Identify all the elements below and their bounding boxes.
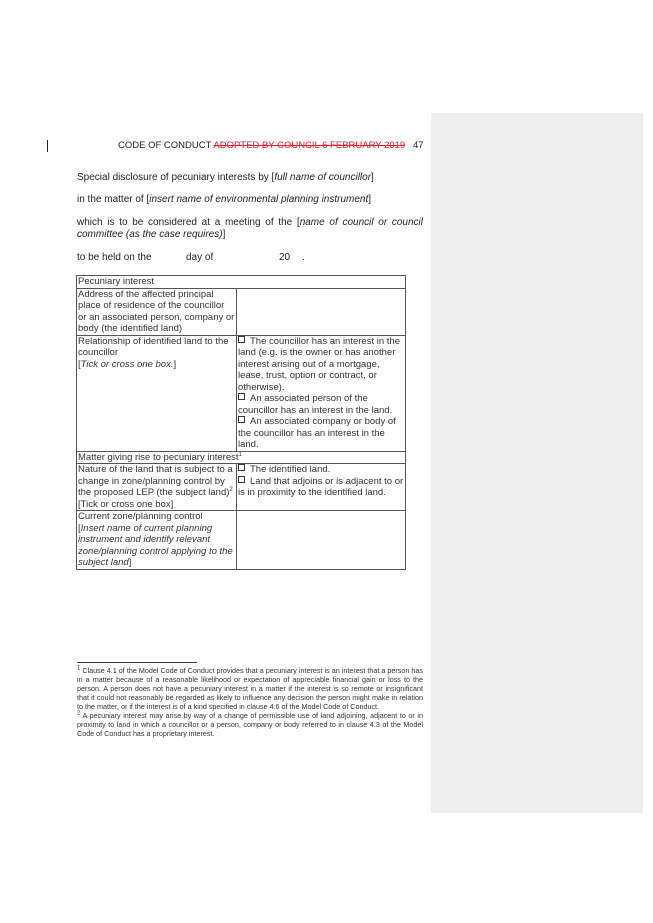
header-deleted-text: ADOPTED BY COUNCIL 6 FEBRUARY 2019	[213, 140, 406, 151]
footnote-2: $^2$ A pecuniary interest may arise by way of a change of permissible use of land adjoining, adjacent to or in proximity to land in which a councillor or a person, company or body referred to in clause 4.3 of the Model Code of Conduct has a proprietary interest.	[77, 710, 423, 738]
checkbox-identified-land[interactable]	[238, 464, 245, 471]
checkbox-adjoining-land[interactable]	[238, 476, 245, 483]
held-on-label: to be held on the	[77, 252, 152, 263]
table-row	[77, 288, 406, 335]
section-header-pecuniary: Pecuniary interest	[77, 276, 406, 289]
current-zone-field[interactable]	[237, 511, 406, 570]
table-row	[77, 276, 406, 289]
footnote-separator	[77, 662, 197, 663]
section-header-matter: Matter giving rise to pecuniary interest$^1$	[77, 451, 406, 464]
table-row	[77, 464, 406, 511]
relationship-options: The councillor has an interest in the land (e.g. is the owner or has another interest arising out of a mortgage, lease, trust, option or contract, or otherwise). An associated person of the councillor has an interest in the land. An associated company or body of the councillor has an interest in the land.	[237, 335, 406, 451]
checkbox-councillor-interest[interactable]	[238, 336, 245, 343]
comment-pane	[431, 113, 643, 813]
disclosure-table	[76, 275, 406, 570]
address-label: Address of the affected principal place of residence of the councillor or an associated person, company or body (the identified land)	[77, 288, 237, 335]
relationship-label: Relationship of identified land to the councillor [Tick or cross one box.]	[77, 335, 237, 451]
year-label: 20	[279, 252, 291, 263]
nature-of-land-label: Nature of the land that is subject to a change in zone/planning control by the proposed LEP (the subject land)$^2$ [Tick or cross one box]	[77, 464, 237, 511]
page-number: 47	[413, 140, 424, 151]
footnote-1: $^1$ Clause 4.1 of the Model Code of Conduct provides that a pecuniary interest is an interest that a person has in a matter because of a reasonable likelihood or expectation of appreciable financial gain or loss to the person. A person does not have a pecuniary interest in a matter if the interest is so remote or insignificant that it could not reasonably be regarded as likely to influence any decision the person might make in relation to the matter, or if the interest is of a kind specified in clause 4.6 of the Model Code of Conduct.	[77, 665, 423, 711]
year-end: .	[302, 252, 305, 263]
change-bar	[47, 140, 48, 152]
footnotes	[77, 666, 423, 738]
intro-line-3: which is to be considered at a meeting of the [name of council or council committee (as the case requires)]	[77, 217, 423, 240]
table-row	[77, 511, 406, 570]
nature-of-land-options: The identified land. Land that adjoins or is adjacent to or is in proximity to the identified land.	[237, 464, 406, 511]
day-of-label: day of	[186, 252, 214, 263]
table-row	[77, 451, 406, 464]
intro-line-1: Special disclosure of pecuniary interests by [full name of councillor]	[77, 172, 374, 183]
address-field[interactable]	[237, 288, 406, 335]
header-title: CODE OF CONDUCT	[118, 140, 212, 151]
intro-line-2: in the matter of [insert name of environmental planning instrument]	[77, 194, 372, 205]
checkbox-associated-company[interactable]	[238, 416, 245, 423]
table-row	[77, 335, 406, 451]
page-header	[118, 140, 405, 151]
current-zone-label: Current zone/planning control [Insert name of current planning instrument and identify relevant zone/planning control applying to the subject land]	[77, 511, 237, 570]
checkbox-associated-person[interactable]	[238, 393, 245, 400]
